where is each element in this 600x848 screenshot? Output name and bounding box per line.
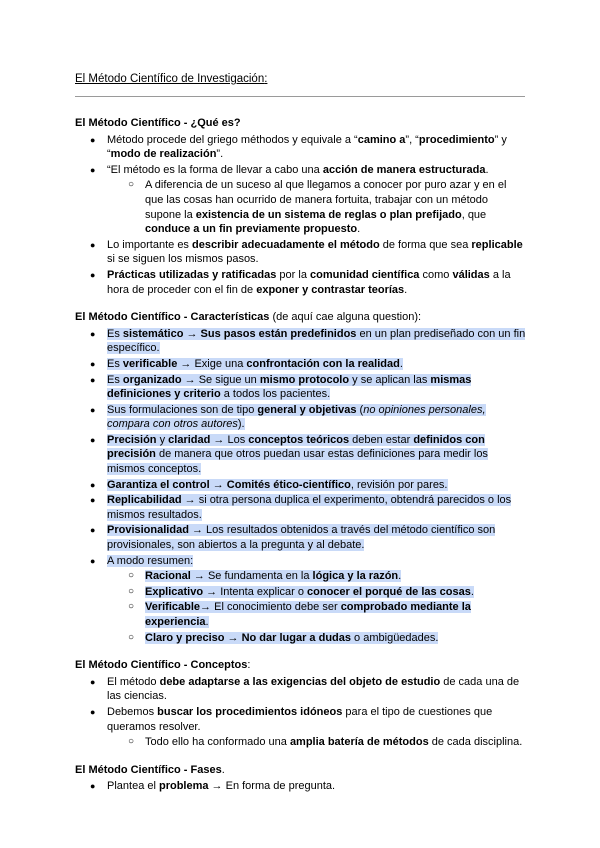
list-item: ● Es organizado → Se sigue un mismo protocolo y se aplican las mismas definiciones y criterio a todos los pacientes. bbox=[107, 373, 527, 402]
sub-list-item: ○ Verificable→ El conocimiento debe ser comprobado mediante la experiencia. bbox=[145, 600, 527, 629]
sub-list-item: ○ A diferencia de un suceso al que llegamos a conocer por puro azar y en el que las cosas han ocurrido de manera fortuita, trabajar con un método supone la existencia de un sistema de reglas o plan prefijado, que conduce a un fin previamente propuesto. bbox=[145, 178, 527, 236]
list-item: ● Es verificable → Exige una confrontación con la realidad. bbox=[107, 357, 527, 372]
list-item: ● Garantiza el control → Comités ético-científico, revisión por pares. bbox=[107, 478, 527, 493]
sub-list-item: ○ Claro y preciso → No dar lugar a dudas o ambigüedades. bbox=[145, 631, 527, 646]
bullet-list bbox=[75, 327, 527, 645]
bullet-list bbox=[75, 675, 527, 750]
list-item: ● Plantea el problema → En forma de pregunta. bbox=[107, 779, 527, 794]
list-item: ● Lo importante es describir adecuadamente el método de forma que sea replicable si se siguen los mismos pasos. bbox=[107, 238, 527, 267]
list-item: ● Sus formulaciones son de tipo general y objetivas (no opiniones personales, compara con otros autores). bbox=[107, 403, 527, 432]
section-fases bbox=[75, 763, 527, 794]
sub-list-item: ○ Racional → Se fundamenta en la lógica y la razón. bbox=[145, 569, 527, 584]
list-item: ● Precisión y claridad → Los conceptos teóricos deben estar definidos con precisión de manera que otros puedan usar estas definiciones para medir los mismos conceptos. bbox=[107, 433, 527, 477]
list-item: ● Método procede del griego méthodos y equivale a “camino a”, “procedimiento” y “modo de realización”. bbox=[107, 133, 527, 162]
document-body bbox=[75, 116, 527, 795]
section-heading: El Método Científico - Fases. bbox=[75, 763, 225, 776]
section-heading: El Método Científico - Características (de aquí cae alguna question): bbox=[75, 311, 422, 324]
bullet-list bbox=[75, 133, 527, 298]
section-que-es bbox=[75, 116, 527, 297]
section-heading: El Método Científico - ¿Qué es? bbox=[75, 117, 241, 129]
sub-list-item: ○ Todo ello ha conformado una amplia batería de métodos de cada disciplina. bbox=[145, 735, 527, 750]
list-item: ● Prácticas utilizadas y ratificadas por la comunidad científica como válidas a la hora de proceder con el fin de exponer y contrastar teorías. bbox=[107, 268, 527, 297]
list-item: ● “El método es la forma de llevar a cabo una acción de manera estructurada. ○ A diferencia de un suceso al que llegamos a conocer por puro azar y en el que las cosas han ocurrido de manera fortuita, trabajar con un método supone la existencia de un sistema de reglas o plan prefijado, que conduce a un fin previamente propuesto. bbox=[107, 163, 527, 237]
bullet-list bbox=[75, 779, 527, 794]
section-caracteristicas bbox=[75, 310, 527, 645]
horizontal-rule bbox=[75, 96, 525, 97]
section-conceptos bbox=[75, 658, 527, 750]
document-title: El Método Científico de Investigación: bbox=[75, 73, 268, 85]
sub-list-item: ○ Explicativo → Intenta explicar o conocer el porqué de las cosas. bbox=[145, 585, 527, 600]
list-item: ● Es sistemático → Sus pasos están predefinidos en un plan prediseñado con un fin específico. bbox=[107, 327, 527, 356]
list-item: ● Provisionalidad → Los resultados obtenidos a través del método científico son provisionales, son abiertos a la pregunta y al debate. bbox=[107, 523, 527, 552]
section-heading: El Método Científico - Conceptos: bbox=[75, 659, 251, 672]
sub-list bbox=[107, 178, 527, 236]
list-item: ● Debemos buscar los procedimientos idóneos para el tipo de cuestiones que queramos resolver. ○ Todo ello ha conformado una amplia batería de métodos de cada disciplina. bbox=[107, 705, 527, 750]
list-item: ● A modo resumen: ○ Racional → Se fundamenta en la lógica y la razón. ○ Explicativo → Intenta explicar o conocer el porqué de las cosas. ○ Verificable→ El conocimiento debe ser comprobado mediante la experiencia. ○ Claro y preciso → No dar lugar a dudas o ambigüedades. bbox=[107, 554, 527, 646]
list-item: ● Replicabilidad → si otra persona duplica el experimento, obtendrá parecidos o los mismos resultados. bbox=[107, 493, 527, 522]
sub-list bbox=[107, 735, 527, 750]
sub-list bbox=[107, 569, 527, 645]
list-item: ● El método debe adaptarse a las exigencias del objeto de estudio de cada una de las ciencias. bbox=[107, 675, 527, 704]
